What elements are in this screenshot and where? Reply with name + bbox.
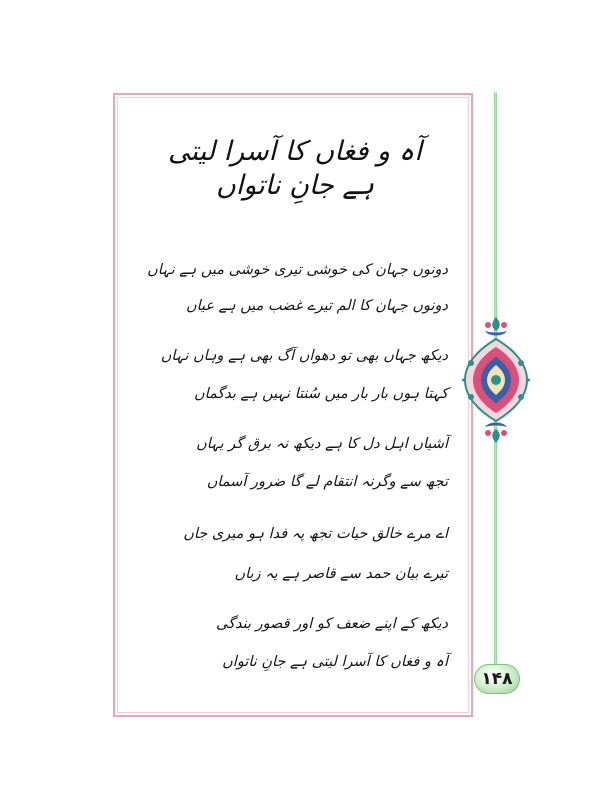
verse-line: دیکھ کے اپنے ضعف کو اور قصور بندگی — [215, 616, 448, 632]
verse-line: آہ و فغاں کا آسرا لیتی ہے جانِ ناتواں — [222, 654, 448, 670]
page-number-badge: ۱۴۸ — [474, 664, 520, 694]
verse-line: تیرے بیان حمد سے قاصر ہے یہ زباں — [234, 566, 448, 582]
poem-title: آہ و فغاں کا آسرا لیتی ہے جانِ ناتواں — [168, 136, 422, 201]
verse-line: کہتا ہوں بار بار میں سُنتا نہیں ہے بدگماں — [193, 386, 448, 402]
verse-line: دونوں جہان کا الم تیرے غضب میں ہے عیاں — [185, 298, 448, 314]
floral-medallion-icon — [461, 315, 531, 445]
verse-line: دیکھ جہاں بھی تو دھواں آگ بھی ہے وہاں نہاں — [160, 348, 448, 364]
verse-line: آشیاں اہل دل کا ہے دیکھ نہ برق گر یہاں — [196, 436, 448, 452]
verse-line: اے مرے خالق حیات تجھ پہ فدا ہو میری جاں — [183, 526, 448, 542]
verse-line: تجھ سے وگرنہ انتقام لے گا ضرور آسماں — [206, 474, 448, 490]
verse-line: دونوں جہان کی خوشی تیری خوشی میں ہے نہاں — [147, 262, 448, 278]
